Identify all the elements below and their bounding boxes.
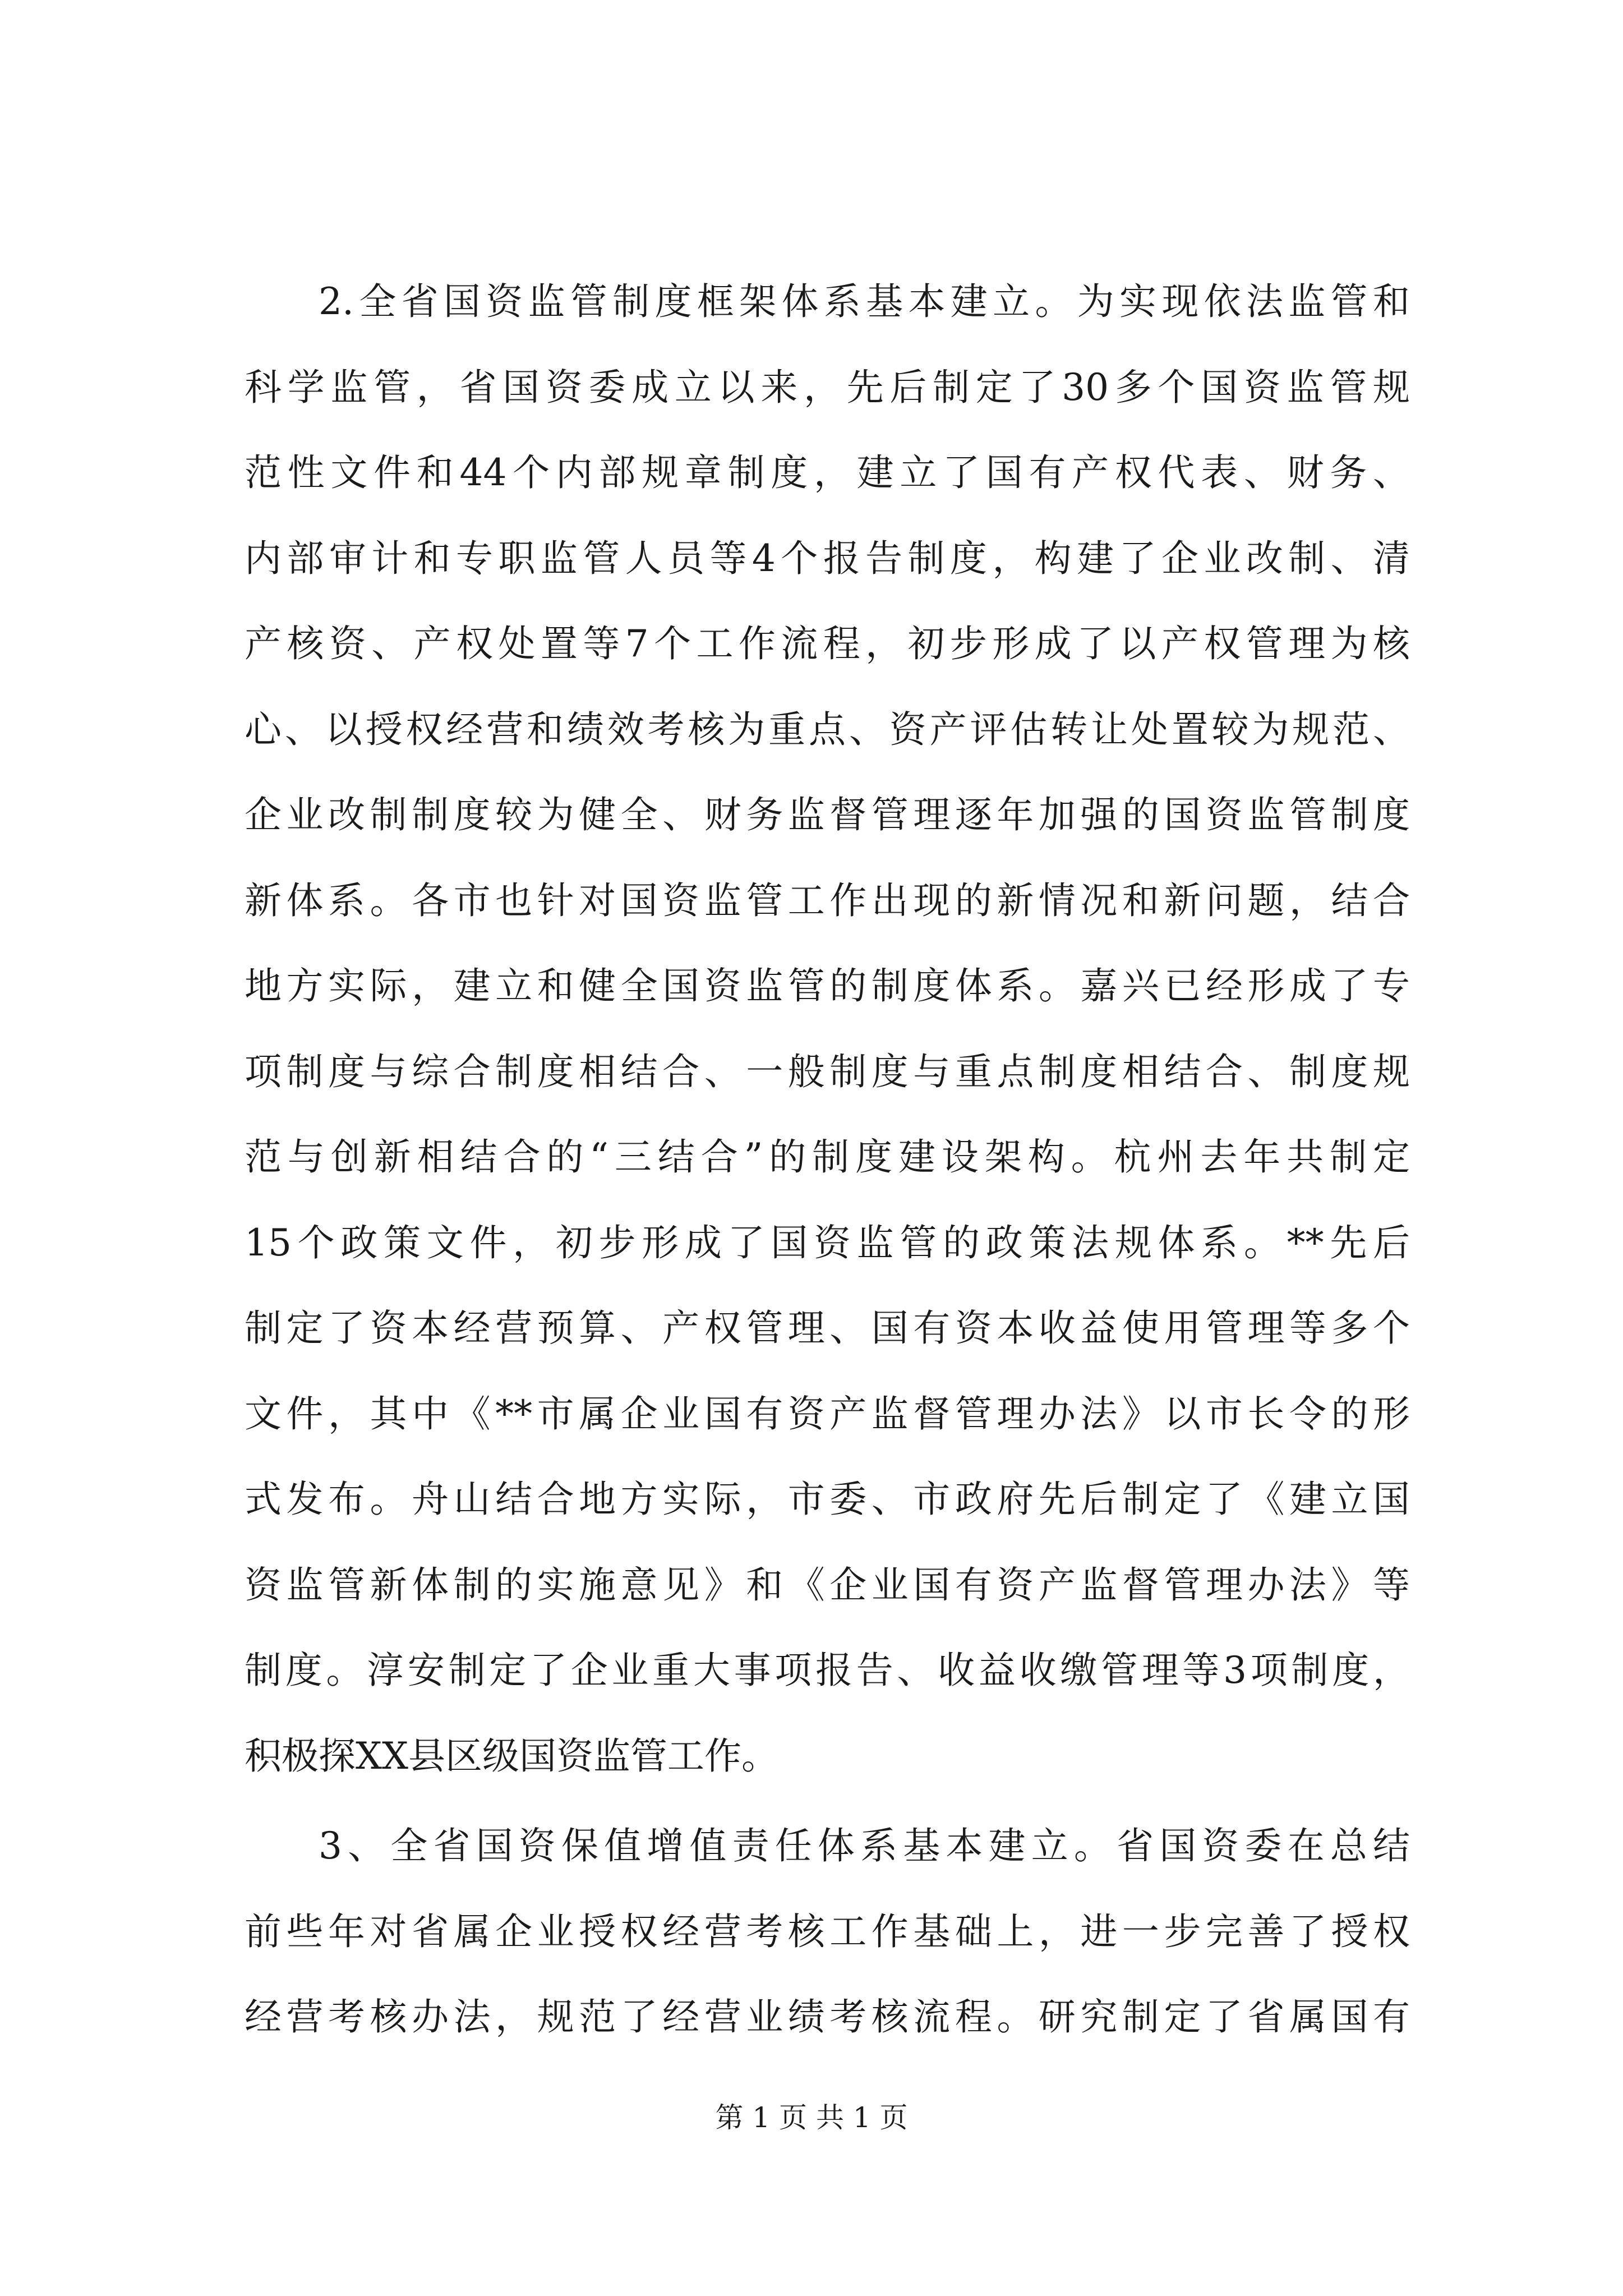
text-line: 式发布。舟山结合地方实际，市委、市政府先后制定了《建立国 bbox=[245, 1478, 1410, 1521]
text-line: 产核资、产权处置等7个工作流程，初步形成了以产权管理为核 bbox=[245, 622, 1410, 665]
text-line: 制度。淳安制定了企业重大事项报告、收益收缴管理等3项制度， bbox=[245, 1649, 1410, 1692]
text-line: 2.全省国资监管制度框架体系基本建立。为实现依法监管和 bbox=[319, 280, 1410, 323]
text-line: 前些年对省属企业授权经营考核工作基础上，进一步完善了授权 bbox=[245, 1910, 1410, 1953]
text-line: 企业改制制度较为健全、财务监督管理逐年加强的国资监管制度 bbox=[245, 793, 1410, 836]
paragraph-3 bbox=[245, 1803, 1410, 2060]
text-line: 科学监管，省国资委成立以来，先后制定了30多个国资监管规 bbox=[245, 365, 1410, 409]
text-line: 积极探XX县区级国资监管工作。 bbox=[245, 1734, 778, 1778]
text-line: 范与创新相结合的“三结合”的制度建设架构。杭州去年共制定 bbox=[245, 1135, 1410, 1179]
text-line: 资监管新体制的实施意见》和《企业国有资产监督管理办法》等 bbox=[245, 1563, 1410, 1607]
page-number-label: 第 1 页 共 1 页 bbox=[715, 2101, 908, 2134]
text-line: 15个政策文件，初步形成了国资监管的政策法规体系。**先后 bbox=[245, 1221, 1410, 1264]
page-footer bbox=[0, 2098, 1623, 2137]
text-line: 新体系。各市也针对国资监管工作出现的新情况和新问题，结合 bbox=[245, 878, 1410, 922]
text-line: 项制度与综合制度相结合、一般制度与重点制度相结合、制度规 bbox=[245, 1050, 1410, 1093]
text-line: 经营考核办法，规范了经营业绩考核流程。研究制定了省属国有 bbox=[245, 1995, 1410, 2039]
text-line: 地方实际，建立和健全国资监管的制度体系。嘉兴已经形成了专 bbox=[245, 964, 1410, 1007]
text-line: 内部审计和专职监管人员等4个报告制度，构建了企业改制、清 bbox=[245, 536, 1410, 580]
text-line: 制定了资本经营预算、产权管理、国有资本收益使用管理等多个 bbox=[245, 1306, 1410, 1350]
text-line: 心、以授权经营和绩效考核为重点、资产评估转让处置较为规范、 bbox=[245, 707, 1410, 751]
text-line: 范性文件和44个内部规章制度，建立了国有产权代表、财务、 bbox=[245, 451, 1410, 494]
paragraph-2 bbox=[245, 259, 1410, 1799]
text-line: 文件，其中《**市属企业国有资产监督管理办法》以市长令的形 bbox=[245, 1392, 1410, 1435]
document-body bbox=[245, 259, 1410, 2060]
text-line: 3、全省国资保值增值责任体系基本建立。省国资委在总结 bbox=[319, 1824, 1410, 1867]
